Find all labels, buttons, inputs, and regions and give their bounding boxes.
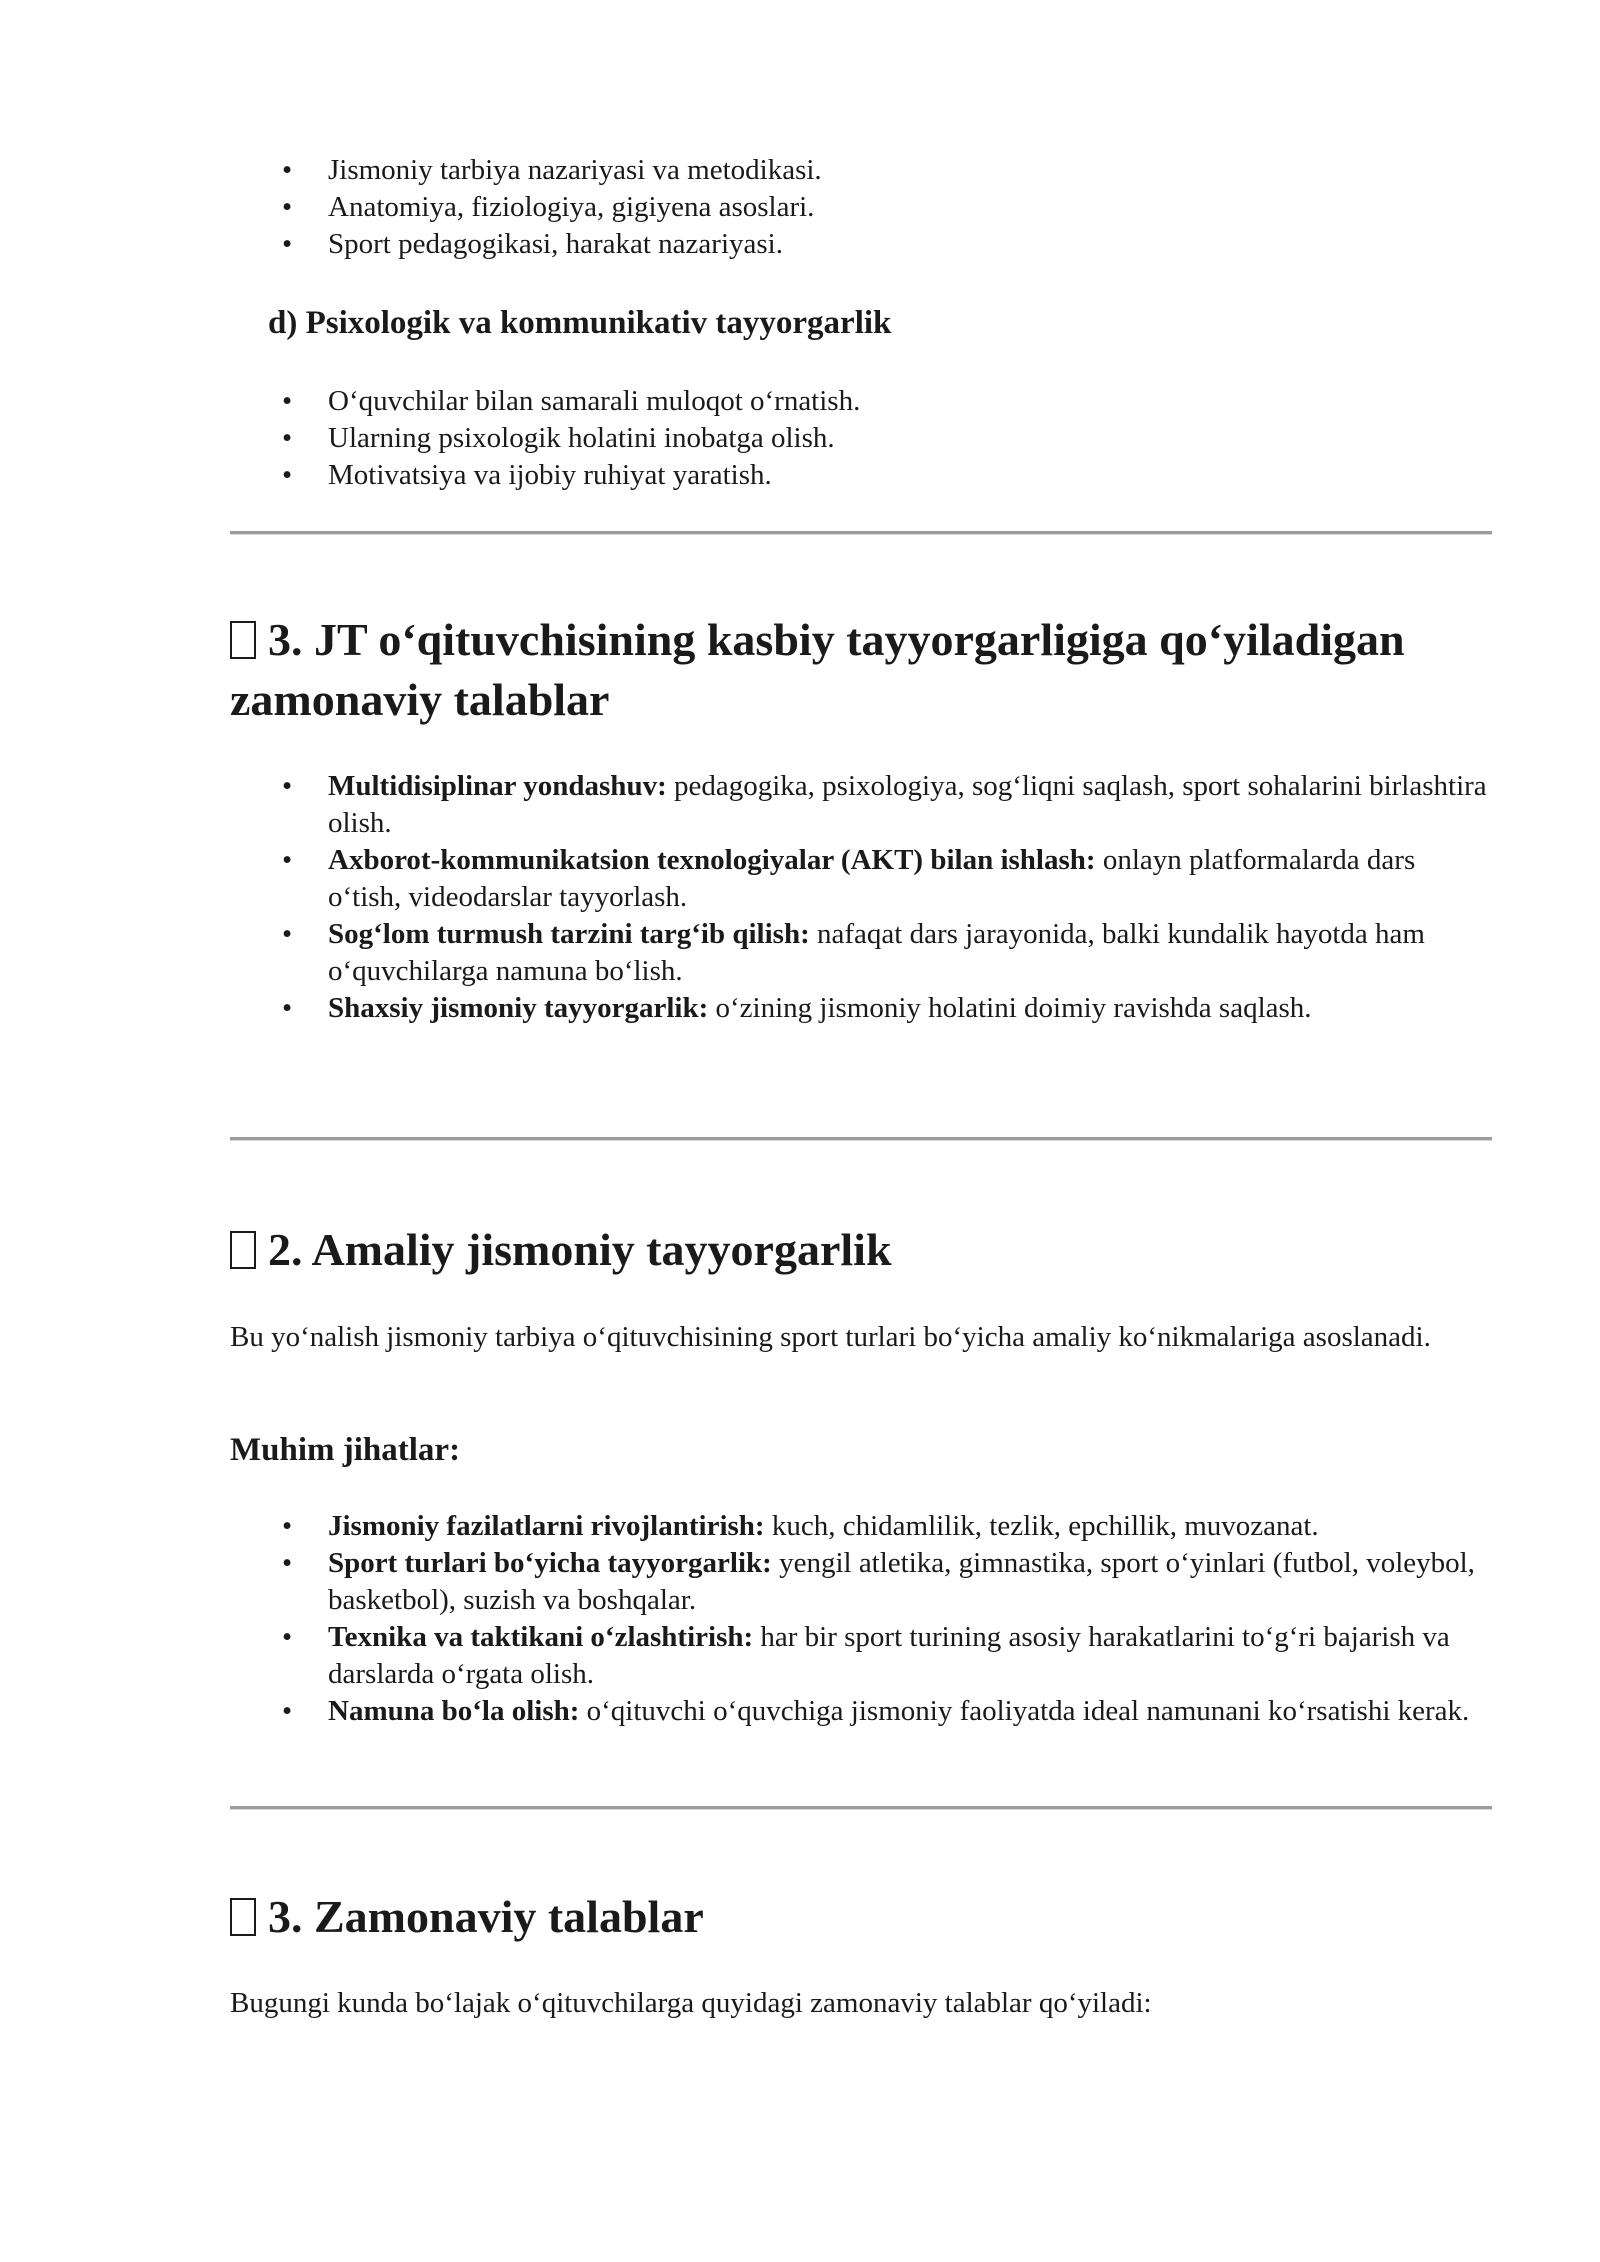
list-item xyxy=(274,1545,1494,1619)
section-title-zamonaviy xyxy=(230,1887,1530,1947)
bullet-icon: • xyxy=(282,1621,293,1653)
section-title-jt xyxy=(230,610,1530,730)
bullet-icon: • xyxy=(282,1695,293,1727)
list-item-text: nafaqat dars jarayonida, balki kundalik hayotda ham o‘quvchilarga namuna bo‘lish. xyxy=(328,918,1425,987)
missing-glyph-icon xyxy=(230,1231,256,1269)
list-item-term: Shaxsiy jismoniy tayyorgarlik: xyxy=(328,992,709,1024)
list-item-text: pedagogika, psixologiya, sog‘liqni saqlash, sport sohalarini birlashtira olish. xyxy=(328,770,1487,839)
subsection-title: d) Psixologik va kommunikativ tayyorgarlik xyxy=(268,305,892,341)
bullet-icon: • xyxy=(282,770,293,802)
bullet-icon: • xyxy=(282,422,293,454)
aspects-list xyxy=(274,1508,1494,1730)
bullet-icon: • xyxy=(282,228,293,260)
theory-list xyxy=(274,152,1494,263)
list-item-term: Axborot-kommunikatsion texnologiyalar (AKT) bilan ishlash: xyxy=(328,844,1096,876)
missing-glyph-icon xyxy=(230,621,256,659)
list-item-text: onlayn platformalarda dars o‘tish, videodarslar tayyorlash. xyxy=(328,844,1416,913)
section-title-text: 3. JT o‘qituvchisining kasbiy tayyorgarligiga qo‘yiladigan zamonaviy talablar xyxy=(230,614,1405,725)
list-item xyxy=(274,990,1494,1027)
list-item xyxy=(274,1508,1494,1545)
list-item-term: Multidisiplinar yondashuv: xyxy=(328,770,667,802)
list-item xyxy=(274,1693,1494,1730)
list-item xyxy=(274,457,1494,494)
psychology-list xyxy=(274,383,1494,494)
section-divider xyxy=(230,531,1492,535)
bullet-icon: • xyxy=(282,385,293,417)
list-item-text: o‘qituvchi o‘quvchiga jismoniy faoliyatda ideal namunani ko‘rsatishi kerak. xyxy=(579,1695,1470,1727)
bullet-icon: • xyxy=(282,844,293,876)
list-item-term: Sog‘lom turmush tarzini targ‘ib qilish: xyxy=(328,918,810,950)
bullet-icon: • xyxy=(282,154,293,186)
list-item-text: Ularning psixologik holatini inobatga olish. xyxy=(328,422,835,454)
bullet-icon: • xyxy=(282,992,293,1024)
bullet-icon: • xyxy=(282,1547,293,1579)
list-item-text: yengil atletika, gimnastika, sport o‘yinlari (futbol, voleybol, basketbol), suzish va boshqalar. xyxy=(328,1547,1475,1616)
list-item xyxy=(274,189,1494,226)
section-title-amaliy xyxy=(230,1220,1530,1280)
list-item xyxy=(274,768,1494,842)
section-intro: Bugungi kunda bo‘lajak o‘qituvchilarga quyidagi zamonaviy talablar qo‘yiladi: xyxy=(230,1987,1152,2019)
list-item-text: o‘zining jismoniy holatini doimiy ravishda saqlash. xyxy=(708,992,1312,1024)
list-item-text: Motivatsiya va ijobiy ruhiyat yaratish. xyxy=(328,459,772,491)
list-item-term: Jismoniy fazilatlarni rivojlantirish: xyxy=(328,1510,765,1542)
list-item xyxy=(274,916,1494,990)
list-item xyxy=(274,420,1494,457)
list-item-term: Namuna bo‘la olish: xyxy=(328,1695,580,1727)
bullet-icon: • xyxy=(282,459,293,491)
bullet-icon: • xyxy=(282,1510,293,1542)
missing-glyph-icon xyxy=(230,1898,256,1936)
list-item xyxy=(274,842,1494,916)
list-item xyxy=(274,152,1494,189)
bullet-icon: • xyxy=(282,191,293,223)
section-title-text: 2. Amaliy jismoniy tayyorgarlik xyxy=(268,1224,892,1275)
list-item-term: Texnika va taktikani o‘zlashtirish: xyxy=(328,1621,754,1653)
section-divider xyxy=(230,1137,1492,1141)
list-item xyxy=(274,383,1494,420)
list-item-text: Jismoniy tarbiya nazariyasi va metodikasi. xyxy=(328,154,822,186)
list-item-text: har bir sport turining asosiy harakatlarini to‘g‘ri bajarish va darslarda o‘rgata olish. xyxy=(328,1621,1450,1690)
section-intro: Bu yo‘nalish jismoniy tarbiya o‘qituvchisining sport turlari bo‘yicha amaliy ko‘nikmalariga asoslanadi. xyxy=(230,1321,1431,1353)
list-item-text: O‘quvchilar bilan samarali muloqot o‘rnatish. xyxy=(328,385,861,417)
list-item xyxy=(274,1619,1494,1693)
list-item-text: Sport pedagogikasi, harakat nazariyasi. xyxy=(328,228,783,260)
requirements-list xyxy=(274,768,1494,1027)
list-item-term: Sport turlari bo‘yicha tayyorgarlik: xyxy=(328,1547,772,1579)
section-divider xyxy=(230,1806,1492,1810)
list-item xyxy=(274,226,1494,263)
section-title-text: 3. Zamonaviy talablar xyxy=(268,1891,704,1942)
list-item-text: Anatomiya, fiziologiya, gigiyena asoslari. xyxy=(328,191,815,223)
list-item-text: kuch, chidamlilik, tezlik, epchillik, muvozanat. xyxy=(764,1510,1319,1542)
bullet-icon: • xyxy=(282,918,293,950)
subsection-title: Muhim jihatlar: xyxy=(230,1432,461,1468)
